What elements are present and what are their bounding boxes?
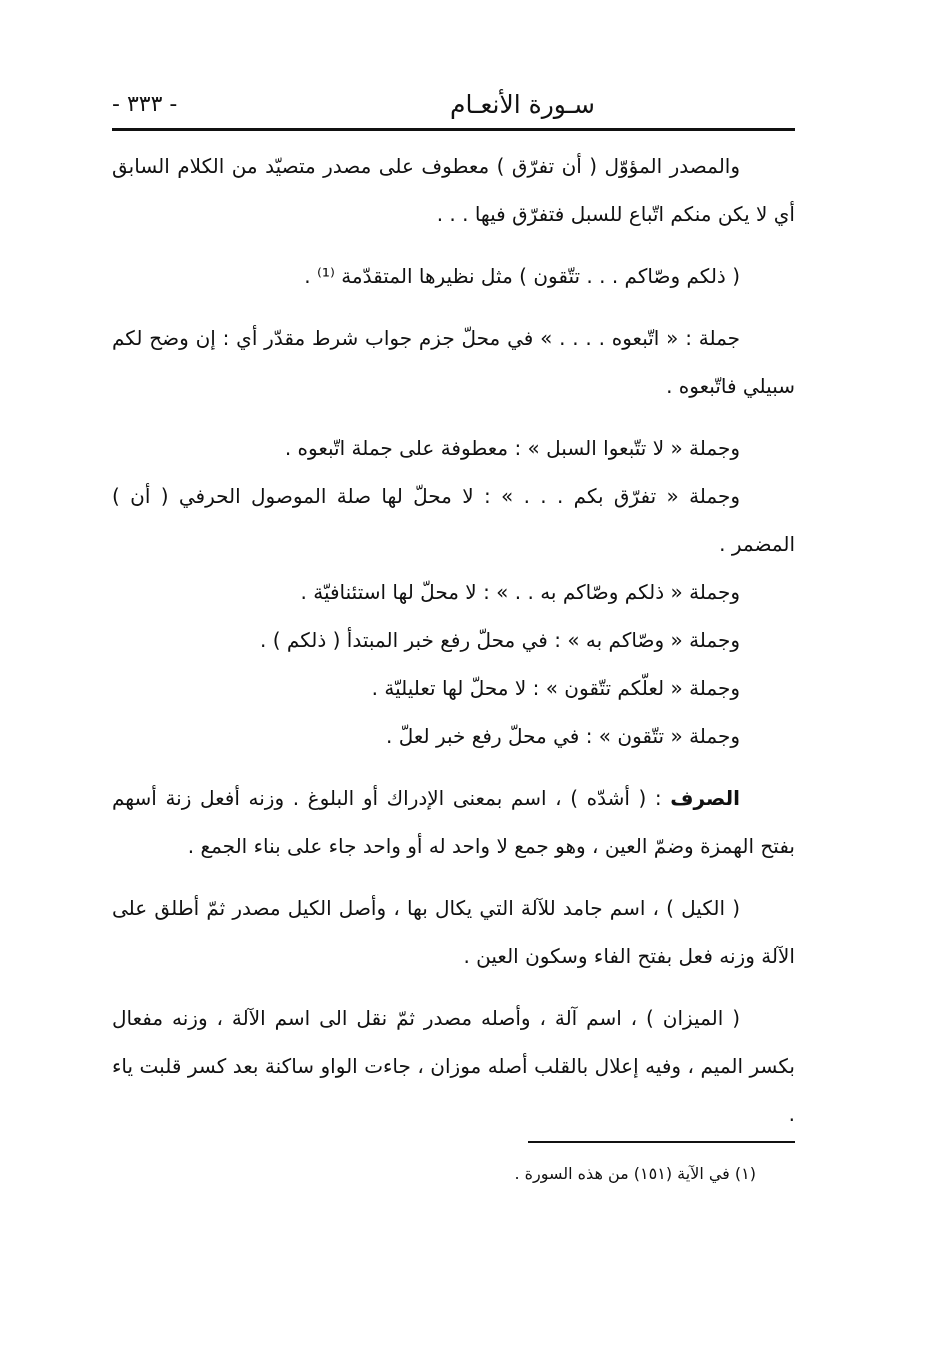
header-divider <box>112 128 795 131</box>
paragraph-wassakum-khabar: وجملة « وصّاكم به » : في محلّ رفع خبر المبتدأ ( ذلكم ) . <box>260 628 740 652</box>
footnote: (١) في الآية (١٥١) من هذه السورة . <box>514 1164 756 1183</box>
page-body <box>112 142 795 1138</box>
page-number: - ٣٣٣ - <box>112 92 178 117</box>
sarf-text: : ( أشدّه ) ، اسم بمعنى الإدراك أو البلوغ . وزنه أفعل زنة أسهم بفتح الهمزة وضمّ العين ، وهو جمع لا واحد له أو واحد جاء على بناء الجمع . <box>112 786 795 858</box>
paragraph-sarf-ashuddahu <box>112 774 795 870</box>
paragraph-wassakum-istinafiya: وجملة « ذلكم وصّاكم به . . » : لا محلّ لها استئنافيّة . <box>300 580 740 604</box>
footnote-divider <box>528 1141 795 1143</box>
paragraph-masdar: والمصدر المؤوّل ( أن تفرّق ) معطوف على مصدر متصيّد من الكلام السابق أي لا يكن منكم اتّباع للسبل فتفرّق فيها . . . <box>112 154 795 226</box>
surah-title: سـورة الأنعـام <box>450 90 595 119</box>
page-header <box>112 84 795 128</box>
paragraph-tafarraq: وجملة « تفرّق بكم . . . » : لا محلّ لها صلة الموصول الحرفي ( أن ) المضمر . <box>112 484 795 556</box>
paragraph-la-tattabiu: وجملة « لا تتّبعوا السبل » : معطوفة على جملة اتّبعوه . <box>284 436 740 460</box>
paragraph-kayl: ( الكيل ) ، اسم جامد للآلة التي يكال بها ، وأصل الكيل مصدر ثمّ أطلق على الآلة وزنه فعل بفتح الفاء وسكون العين . <box>112 896 795 968</box>
paragraph-ittabiuhu: جملة : « اتّبعوه . . . . » في محلّ جزم جواب شرط مقدّر أي : إن وضح لكم سبيلي فاتّبعوه . <box>112 326 795 398</box>
paragraph-tattaqun: وجملة « تتّقون » : في محلّ رفع خبر لعلّ . <box>386 724 740 748</box>
paragraph-laallakum: وجملة « لعلّكم تتّقون » : لا محلّ لها تعليليّة . <box>371 676 740 700</box>
sarf-label: الصرف <box>670 786 740 810</box>
paragraph-dhalikum: ( ذلكم وصّاكم . . . تتّقون ) مثل نظيرها المتقدّمة ⁽¹⁾ . <box>304 264 740 288</box>
paragraph-mizan: ( الميزان ) ، اسم آلة ، وأصله مصدر ثمّ نقل الى اسم الآلة ، وزنه مفعال بكسر الميم ، وفيه إعلال بالقلب أصله موزان ، جاءت الواو ساكنة بعد كسر قلبت ياء . <box>112 1006 795 1126</box>
